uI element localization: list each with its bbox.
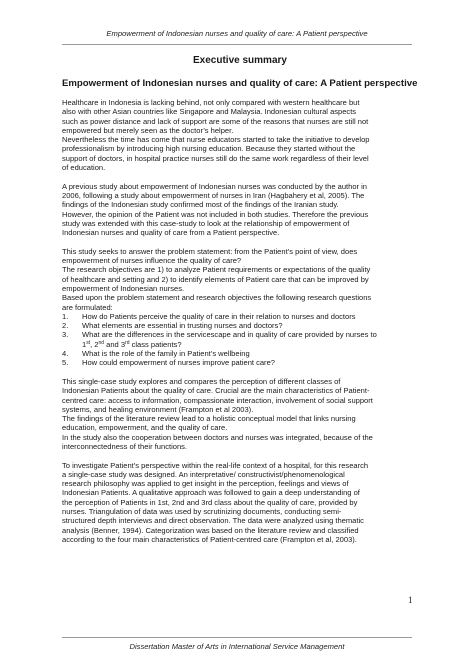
text-line: Indonesian Patients. A qualitative approach was followed to gain a deep understanding of <box>62 488 360 498</box>
text-line: The research objectives are 1) to analyze Patient requirements or expectations of the quality <box>62 265 371 275</box>
text-line: education, empowerment, and the quality of care. <box>62 423 228 433</box>
text-line: also with other Asian countries like Singapore and Malaysia. Indonesian cultural aspects <box>62 107 357 117</box>
text-line: empowered but merely seen as the doctor’s helper. <box>62 125 234 135</box>
text-line: according to the four main characteristics of Patient-centred care (Frampton et al, 2003). <box>62 534 357 544</box>
text-line: of healthcare and setting and 2) to identify elements of Patient care that can be improved by <box>62 274 369 284</box>
question-text: What elements are essential in trusting nurses and doctors? <box>82 321 283 331</box>
header-divider <box>62 44 412 45</box>
text-line: To investigate Patient’s perspective within the real-life context of a hospital, for this research <box>62 460 369 470</box>
text-line: are formulated: <box>62 302 113 312</box>
text-line: interconnectedness of their functions. <box>62 441 188 451</box>
text-line: such as power distance and lack of support are some of the reasons that nurses are still not <box>62 116 369 126</box>
question-text-continued: 1st, 2nd and 3rd class patients? <box>82 339 182 349</box>
question-text: What are the differences in the servicescape and in quality of care provided by nurses to <box>82 330 377 340</box>
text-line: research philosophy was applied to get insight in the perception, feelings and views of <box>62 479 349 489</box>
text-line: analysis (Benner, 1994). Categorization was based on the literature review and classified <box>62 525 359 535</box>
research-question <box>62 349 418 358</box>
text-line: In the study also the cooperation between doctors and nurses was integrated, because of the <box>62 432 373 442</box>
text-line: support of doctors, in hospital practice nurses still do the same work regardless of their level <box>62 153 369 163</box>
running-footer: Dissertation Master of Arts in International Service Management <box>129 642 345 651</box>
research-question <box>62 358 418 367</box>
section-title: Executive summary <box>193 55 287 66</box>
text-line: professionalism by introducing high nursing education. Because they started without the <box>62 144 356 154</box>
document-title: Empowerment of Indonesian nurses and quality of care: A Patient perspective <box>62 78 418 89</box>
text-line: However, the opinion of the Patient was not included in both studies. Therefore the previous <box>62 209 369 219</box>
text-line: Healthcare in Indonesia is lacking behind, not only compared with western healthcare but <box>62 98 360 107</box>
text-line: of education. <box>62 163 106 173</box>
question-text: What is the role of the family in Patient’s wellbeing <box>82 349 250 359</box>
research-question <box>62 312 418 321</box>
running-header: Empowerment of Indonesian nurses and quality of care: A Patient perspective <box>106 29 368 38</box>
question-number: 4. <box>62 349 69 359</box>
text-line: study was extended with this case-study to look at the relationship of empowerment of <box>62 218 350 228</box>
paragraph-context <box>62 98 418 172</box>
text-line: A previous study about empowerment of Indonesian nurses was conducted by the author in <box>62 181 367 191</box>
text-line: The findings of the literature review lead to a holistic conceptual model that links nursing <box>62 414 356 424</box>
paragraph-previous-study <box>62 182 418 238</box>
text-line: This study seeks to answer the problem statement: from the Patient’s point of view, does <box>62 246 358 256</box>
footer-divider <box>62 637 412 638</box>
paragraph-research-questions <box>62 247 418 368</box>
text-line: empowerment of nurses influence the quality of care? <box>62 256 242 266</box>
text-line: nurses. Triangulation of data was used by scrutinizing documents, conducting semi- <box>62 507 342 517</box>
text-line: empowerment of Indonesian nurses. <box>62 283 185 293</box>
question-number: 2. <box>62 321 69 331</box>
text-line: the perception of Patients in 1st, 2nd and 3rd class about the quality of care, provided by <box>62 497 358 507</box>
paragraph-case-study <box>62 377 418 451</box>
question-number: 1. <box>62 311 69 321</box>
text-line: findings of the Indonesian study confirmed most of the findings of the Iranian study. <box>62 200 339 210</box>
text-line: systems, and healing environment (Frampton et al 2003). <box>62 404 254 414</box>
page-content <box>62 55 418 544</box>
question-text: How do Patients perceive the quality of care in their relation to nurses and doctors <box>82 311 356 321</box>
text-line: This single-case study explores and compares the perception of different classes of <box>62 376 341 386</box>
paragraph-methodology <box>62 461 418 545</box>
text-line: 2006, following a study about empowerment of nurses in Iran (Hagbahery et al, 2005). The <box>62 190 365 200</box>
text-line: Nevertheless the time has come that nurse educators started to take the initiative to develop <box>62 135 370 145</box>
research-question <box>62 321 418 330</box>
text-line: Indonesian nurses and quality of care from a Patient perspective. <box>62 228 280 238</box>
page-number: 1 <box>408 595 413 605</box>
text-line: Based upon the problem statement and research objectives the following research questions <box>62 293 372 303</box>
text-line: centred care: access to information, compassionate interaction, involvement of social support <box>62 395 373 405</box>
text-line: a single-case study was designed. An interpretative/ constructivist/phenomenological <box>62 469 345 479</box>
text-line: structured depth interviews and direct observation. The data were analyzed using thematic <box>62 516 364 526</box>
question-number: 5. <box>62 358 69 368</box>
question-number: 3. <box>62 330 69 340</box>
research-question <box>62 330 418 349</box>
question-text: How could empowerment of nurses improve patient care? <box>82 358 275 368</box>
text-line: Indonesian Patients about the quality of care. Crucial are the main characteristics of Patient- <box>62 386 370 396</box>
